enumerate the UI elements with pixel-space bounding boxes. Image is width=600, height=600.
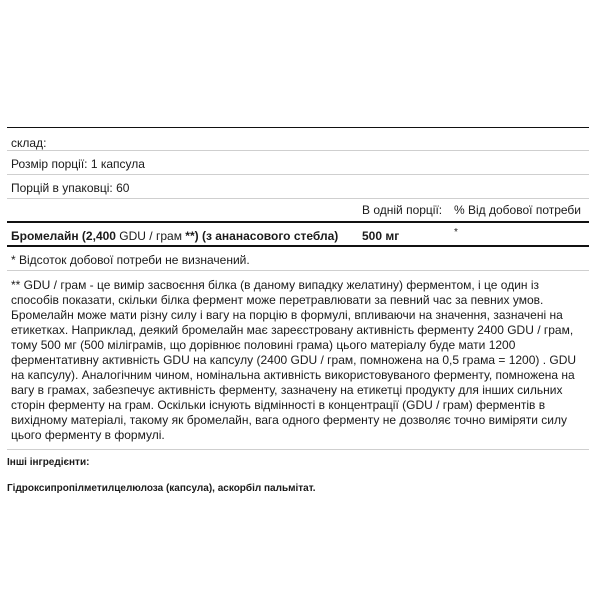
amount-column-header: В одній порції: [362, 203, 443, 217]
gdu-footnote: ** GDU / грам - це вимір засвоєння білка (в даному випадку желатину) ферментом, і це один із способів показати, скільки білка фермент може перетравлювати за певний час за певних умов. Бромелайн може мати різну силу і вагу на порцію в формулі, впливаючи на значення, зазначені на етикетках. Наприклад, деякий бромелайн має зареєстровану активність ферменту 2400 GDU / грам, тому 500 мг (500 міліграмів, що дорівнює половині грама) цього матеріалу буде мати 1200 ферментативну активність GDU на капсулу (2400 GDU / грам, помножена на 0,5 грама = 1200) . GDU на капсулу). Аналогічним чином, номінальна активність використовуваного ферменту, помножена на вагу в грамах, забезпечує активність ферменту, зазначену на етикетці продукту для інших сильних сторін ферменту на грам. Оскільки існують відмінності в концентрації (GDU / грам) ферментів в вихідному матеріалі, такому як бромелайн, вага одного ферменту не дозволяє точно виміряти силу цього ферменту в формулі. [7, 271, 589, 450]
ingredient-amount: 500 мг [362, 229, 400, 243]
serving-size: Розмір порції: 1 капсула [7, 151, 589, 175]
supplement-facts-panel [0, 127, 600, 495]
ingredient-name-part2: **) (з ананасового стебла) [185, 229, 339, 243]
other-ingredients [7, 450, 589, 495]
servings-per-container: Порцій в упаковці: 60 [7, 175, 589, 199]
ingredient-name-part1: Бромелайн (2,400 [11, 229, 116, 243]
other-ingredients-text: Гідроксипропілметилцелюлоза (капсула), аскорбіл пальмітат. [7, 483, 316, 494]
daily-value-column-header: % Від добової потреби [454, 203, 582, 217]
ingredient-name [11, 229, 338, 243]
ingredient-row [7, 223, 589, 247]
composition-label: склад: [7, 128, 589, 151]
column-header-row [7, 199, 589, 223]
other-ingredients-title: Інші інгредієнти: [7, 457, 90, 468]
daily-value-note: * Відсоток добової потреби не визначений. [7, 247, 589, 271]
ingredient-daily-value: * [454, 227, 458, 238]
supplement-facts-table [7, 127, 589, 450]
ingredient-name-gdu: GDU / грам [115, 229, 186, 243]
